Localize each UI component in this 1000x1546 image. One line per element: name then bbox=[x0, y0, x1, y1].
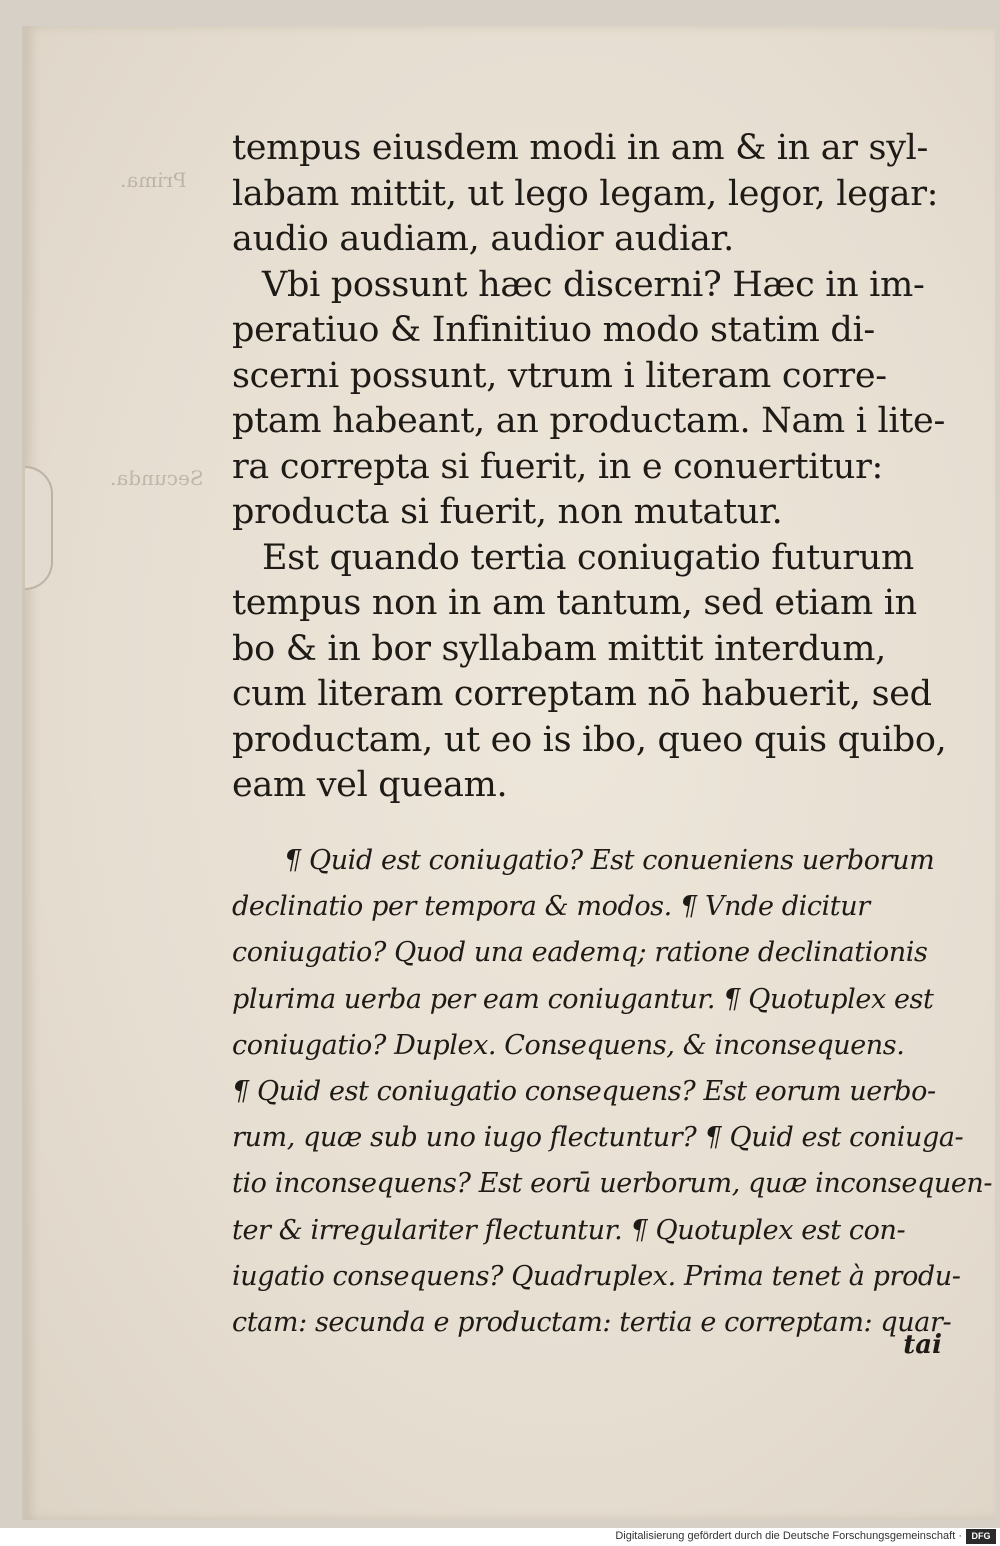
commentary-line: ctam: secunda e productam: tertia e correptam: quar- bbox=[232, 1307, 952, 1339]
main-text-line: Vbi possunt hæc discerni? Hæc in im- bbox=[262, 264, 925, 305]
commentary-line: plurima uerba per eam coniugantur. ¶ Quotuplex est bbox=[232, 983, 934, 1015]
main-text-line: cum literam correptam nō habuerit, sed bbox=[232, 674, 932, 714]
footer-credit: Digitalisierung gefördert durch die Deutsche Forschungsgemeinschaft · bbox=[615, 1530, 962, 1542]
main-text-line: labam mittit, ut lego legam, legor, legar: bbox=[232, 173, 939, 214]
main-text-line: scerni possunt, vtrum i literam corre- bbox=[232, 355, 887, 396]
show-through-text: Prima. bbox=[120, 168, 187, 192]
main-text-line: productam, ut eo is ibo, queo quis quibo, bbox=[232, 719, 947, 760]
commentary-block bbox=[232, 838, 993, 1346]
commentary-line: ¶ Quid est coniugatio consequens? Est eorum uerbo- bbox=[232, 1076, 936, 1108]
main-text-line: producta si fuerit, non mutatur. bbox=[232, 492, 783, 532]
commentary-line: ter & irregulariter flectuntur. ¶ Quotuplex est con- bbox=[232, 1214, 906, 1246]
main-text-line: ra correpta si fuerit, in e conuertitur: bbox=[232, 446, 884, 487]
main-text-line: eam vel queam. bbox=[232, 765, 508, 805]
main-text-line: tempus eiusdem modi in am & in ar syl- bbox=[232, 128, 929, 168]
commentary-line: iugatio consequens? Quadruplex. Prima tenet à produ- bbox=[232, 1260, 961, 1292]
commentary-line: ¶ Quid est coniugatio? Est conueniens uerborum bbox=[284, 845, 935, 876]
footer-bar bbox=[0, 1528, 1000, 1546]
main-text-line: Est quando tertia coniugatio futurum bbox=[262, 537, 914, 578]
dfg-logo: DFG bbox=[966, 1529, 996, 1544]
catchword: tai bbox=[903, 1330, 942, 1360]
main-text-line: peratiuo & Infinitiuo modo statim di- bbox=[232, 310, 875, 350]
main-text-block bbox=[232, 126, 960, 809]
main-text-line: bo & in bor syllabam mittit interdum, bbox=[232, 628, 886, 669]
show-through-text: Secunda. bbox=[110, 466, 204, 490]
commentary-line: declinatio per tempora & modos. ¶ Vnde dicitur bbox=[232, 891, 870, 923]
commentary-line: coniugatio? Quod una eademq; ratione declinationis bbox=[232, 937, 928, 969]
main-text-line: audio audiam, audior audiar. bbox=[232, 219, 734, 259]
commentary-line: coniugatio? Duplex. Consequens, & inconsequens. bbox=[232, 1029, 905, 1061]
page-fold-tab bbox=[25, 466, 53, 590]
main-text-line: tempus non in am tantum, sed etiam in bbox=[232, 583, 917, 623]
commentary-line: rum, quæ sub uno iugo flectuntur? ¶ Quid est coniuga- bbox=[232, 1122, 964, 1154]
main-text-line: ptam habeant, an productam. Nam i lite- bbox=[232, 401, 945, 441]
commentary-line: tio inconsequens? Est eorū uerborum, quæ inconsequen- bbox=[232, 1168, 993, 1200]
